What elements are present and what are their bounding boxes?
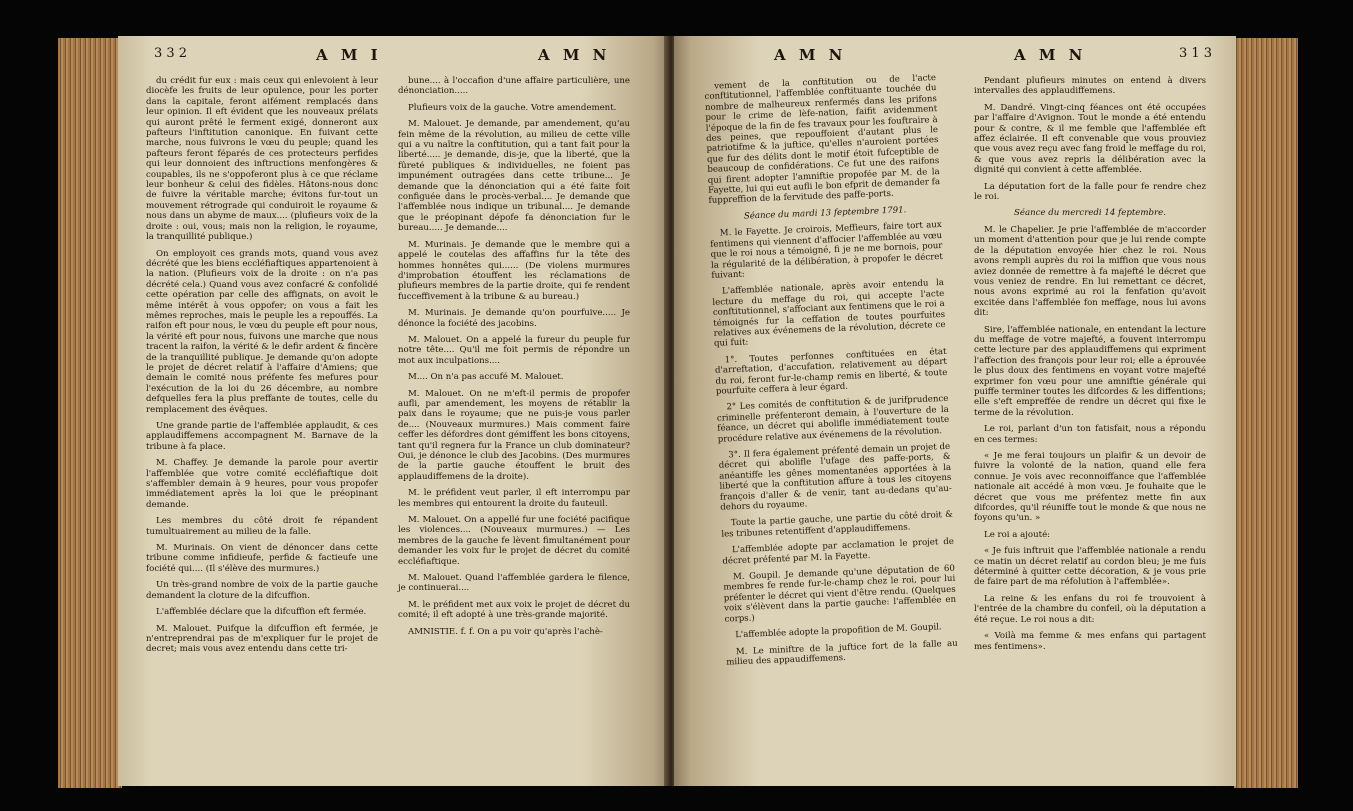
paragraph: Une grande partie de l'affemblée applaudit, & ces applaudiffemens accompagnent M. Barnave de la tribune à fa place. <box>146 421 378 452</box>
paragraph: M. Murinais. Je demande que le membre qui a appelé le coutelas des affaffins fur la tête des hommes honnêtes qui...... (De violens murmures d'improbation étouffent les réclamations de plufieurs membres de la partie droite, qui fe rendent fucceffivement à la tribune & au bureau.) <box>398 239 630 302</box>
left-page-column-1 <box>146 76 378 661</box>
running-head-right: A M N <box>1014 46 1087 64</box>
paragraph: M. Malouet. On a appellé fur une fociété pacifique les violences.... (Nouveaux murmures.) — Les membres de la gauche fe lèvent fimultanément pour demander les voix fur le projet de décret du comité eccléfiaftique. <box>398 515 630 567</box>
paragraph: Plufieurs voix de la gauche. Votre amendement. <box>408 102 617 113</box>
paragraph: M. Le miniftre de la juftice fort de la falle au milieu des appaudiffemens. <box>726 638 958 668</box>
paragraph: « Je fuis inftruit que l'affemblée nationale a rendu ce matin un décret relatif au cordon bleu; je me fuis déterminé à quitter cette décoration, & je vous prie de faire part de ma réfolution à l'affemblée». <box>974 546 1206 588</box>
open-book <box>58 14 1298 800</box>
paragraph: M.... On n'a pas accufé M. Malouet. <box>408 372 564 383</box>
running-head-right: A M N <box>538 46 611 64</box>
left-page-edges <box>58 38 122 788</box>
paragraph: Les membres du côté droit fe répandent tumultuairement au milieu de la falle. <box>146 516 378 537</box>
paragraph: Le roi a ajouté: <box>984 529 1051 540</box>
paragraph: On employoit ces grands mots, quand vous avez décrété que les biens eccléfiaftiques appartenoient à la nation. (Plufieurs voix de la droite : on n'a pas décrété cela.) Quand vous avez confacré & confolidé cette opération par celle des affignats, on avoit le même intérêt à vous oppofer; on vous a fait les mêmes reproches, mais le peuple les a repouffés. La raifon eft pour nous, le vœu du peuple eft pour nous, la vérité eft pour nous, fuivons une marche que nous tracent la raifon, la vérité & le defir ardent & fincère de la tranquillité publique. Je demande qu'on adopte le projet de décret relatif à l'affaire d'Amiens; que demain le comité nous préfente fes mefures pour l'exécution de la loi du 26 décembre, au nombre defquelles fera la plus preffante de toutes, celle du remplacement des évêques. <box>146 248 378 415</box>
paragraph: « Voilà ma femme & mes enfans qui partagent mes fentimens». <box>974 631 1206 652</box>
running-head-left: A M I <box>316 46 382 64</box>
paragraph: « Je me ferai toujours un plaifir & un devoir de fuivre la volonté de la nation, quand elle fera connue. Je vois avec reconnoiffance que l'affemblée nationale ait accédé à mon vœu. Je fouhaite que le décret que vous me préfentez mette fin aux difcordes, qu'il réuniffe tout le monde & que nous ne foyons qu'un. » <box>974 451 1206 524</box>
page-number: 3 3 2 <box>154 46 188 61</box>
paragraph: du crédit fur eux : mais ceux qui enlevoient à leur diocèfe les fruits de leur opulence, pour les porter dans la capitale, feront aifément remplacés dans leur opinion. Il eft évident que les nouveaux prélats qui auront prêté le ferment exigé, donneront aux pafteurs l'inftitution canonique. En fuivant cette marche, nous fuivrons le vœu du peuple; quand les pafteurs feront féparés de ces protecteurs perfides qui leur donnoient des inftructions menfongères & coupables, ils ne s'oppoferont plus à ce que réclame leur bonheur & celui des fidèles. Hâtons-nous donc de fuivre la véritable marche; évitons fur-tout un mouvement rétrograde qui conduiroit le royaume & nous dans un abyme de maux.... (plufieurs voix de la droite : oui, vous; mais non la religion, le royaume, la tranquillité publique.) <box>146 76 378 243</box>
paragraph: L'affemblée adopte par acclamation le projet de décret préfenté par M. la Fayette. <box>722 537 955 567</box>
paragraph: M. Malouet. On ne m'eft-il permis de propofer aufli, par amendement, les moyens de rétablir la paix dans le royaume; que ne puis-je vous parler de.... (Nouveaux murmures.) Mais comment faire ceffer les défordres dont gémiffent les bons citoyens, tant qu'il regnera fur la France un club dominateur? Oui, je dénonce le club des Jacobins. (Des murmures de la partie gauche étouffent le bruit des applaudiffemens de la droite). <box>398 388 630 482</box>
session-heading: Séance du mercredi 14 feptembre. <box>1014 208 1166 219</box>
running-head-left: A M N <box>774 46 847 64</box>
paragraph: M. Goupil. Je demande qu'une députation de 60 membres fe rende fur-le-champ chez le roi, pour lui préfenter le décret qui vient d'être rendu. (Quelques voix s'élèvent dans la partie gauche: l'affemblée en corps.) <box>723 563 957 625</box>
paragraph: La reine & les enfans du roi fe trouvoient à l'entrée de la chambre du confeil, où la députation a été reçue. Le roi nous a dit: <box>974 593 1206 625</box>
paragraph: bune.... à l'occafion d'une affaire particulière, une dénonciation..... <box>398 76 630 97</box>
paragraph: M. le Chapelier. Je prie l'affemblée de m'accorder un moment d'attention pour que je lui rende compte de la députation envoyée hier chez le roi. Nous avons rempli auprès du roi la miffion que vous nous aviez donnée de remettre à fa majefté le décret que vous veniez de rendre. En lui remettant ce décret, nous avons exprimé au roi la fenfation qu'avoit excitée dans l'affemblée fon meffage, nous lui avons dit: <box>974 224 1206 319</box>
left-page-column-2 <box>398 76 630 643</box>
page-number: 3 1 3 <box>1179 46 1213 61</box>
paragraph: vement de la conftitution ou de l'acte conftitutionnel, l'affemblée conftituante touchée du nombre de malheureux renfermés dans les prifons pour le crime de lèfe-nation, faifit avidemment l'époque de la fin de fes travaux pour les fouftraire à des peines, que repouffoient d'autant plus le patriotifme & la juftice, qu'elles n'auroient portées que fur des délits dont le motif étoit fufceptible de beaucoup de confidérations. Ce fut une des raifons qui firent adopter l'amniftie propofée par M. de la Fayette, lui qui eut aufli le bon efprit de demander fa fuppreffion de la fervitude des paffe-ports. <box>704 73 941 207</box>
paragraph: M. Malouet. Je demande, par amendement, qu'au fein même de la révolution, au milieu de cette ville qui a vu naître la conftitution, qui a tant fait pour la liberté..... je demande, dis-je, que la liberté, que la fûreté publiques & individuelles, ne foient pas impunément outragées dans cette tribune... Je demande que la dénonciation qui a été faite foit configuée dans le procès-verbal.... Je demande que l'affemblée nous indique un tribunal.... Je demande que le préopinant dépofe fa dénonciation fur le bureau..... Je demande.... <box>398 119 630 234</box>
paragraph: 3°. Il fera également préfenté demain un projet de décret qui abolifle l'ufage des paffe-ports, & anéantiffe les gênes momentanées apportées à la liberté que la conftitution affure à tous les citoyens françois d'aller & de venir, tant au-dedans qu'au-dehors du royaume. <box>718 441 952 513</box>
paragraph: M. Chaffey. Je demande la parole pour avertir l'affemblée que votre comité eccléfiaftique doit s'affembler demain à 9 heures, pour vous propofer immédiatement après la loi que le préopinant demande. <box>146 458 378 510</box>
paragraph: M. Malouet. Puifque la difcuffion eft fermée, je n'entreprendrai pas de m'expliquer fur le projet de decret; mais vous avez entendu dans cette tri- <box>146 623 378 655</box>
session-heading: Séance du mardi 13 feptembre 1791. <box>743 205 907 222</box>
paragraph: 2° Les comités de conftitution & de jurifprudence criminelle préfenteront demain, à l'ouverture de la féance, un décret qui abolifle immédiatement toute procédure relative aux événemens de la révolution. <box>716 394 950 445</box>
right-page-edges <box>1234 38 1298 788</box>
paragraph: M. Murinais. On vient de dénoncer dans cette tribune comme infidieufe, perfide & factieufe une fociété qui.... (Il s'élève des murmures.) <box>146 543 378 574</box>
paragraph: 1°. Toutes perfonnes conftituées en état d'arreftation, d'accufation, relativement au départ du roi, feront fur-le-champ remis en liberté, & toute pourfuite ceffera à leur égard. <box>714 346 948 397</box>
left-page <box>118 36 670 786</box>
paragraph: L'affemblée nationale, après avoir entendu la lecture du meffage du roi, qui accepte l'acte conftitutionnel, s'affociant aux fentimens que le roi a témoignés fur la ceffation de toutes pourfuites relatives aux événemens de la révolution, décrete ce qui fuit: <box>712 278 946 350</box>
paragraph: M. Malouet. Quand l'affemblée gardera le filence, je continuerai.... <box>398 573 630 594</box>
paragraph: M. Murinais. Je demande qu'on pourfuive..... Je dénonce la fociété des jacobins. <box>398 308 630 329</box>
paragraph: Toute la partie gauche, une partie du côté droit & les tribunes retentiffent d'applaudiffemens. <box>721 510 954 540</box>
paragraph: Sire, l'affemblée nationale, en entendant la lecture du meffage de votre majefté, a fouvent interrompu cette lecture par des applaudiffemens qui expriment l'affection des françois pour leur roi; elle a éprouvée le plus doux des fentimens en voyant votre majefté exprimer fon vœu pour une amniftie générale qui puiffe terminer toutes les difcordes & les diffentions; elle s'eft empreffée de rendre un décret qui fixe le terme de la révolution. <box>974 324 1206 418</box>
paragraph: M. le préfident met aux voix le projet de décret du comité; il eft adopté à une très-grande majorité. <box>398 599 630 621</box>
paragraph: M. le préfident veut parler, il eft interrompu par les membres qui entourent la droite du fauteuil. <box>398 488 630 509</box>
right-page-column-2 <box>974 76 1206 658</box>
right-page <box>674 36 1236 786</box>
paragraph: L'affemblée adopte la propofition de M. Goupil. <box>735 622 942 641</box>
paragraph: Un très-grand nombre de voix de la partie gauche demandent la cloture de la difcuffion. <box>146 580 378 601</box>
paragraph: Pendant plufieurs minutes on entend à divers intervalles des applaudiffemens. <box>974 76 1206 97</box>
paragraph: AMNISTIE. f. f. On a pu voir qu'après l'achè- <box>408 626 603 637</box>
right-page-column-1 <box>704 73 959 674</box>
paragraph: L'affemblée déclare que la difcuffion eft fermée. <box>156 607 367 618</box>
paragraph: M. Malouet. On a appelé la fureur du peuple fur notre tête.... Qu'il me foit permis de répondre un mot aux inculpations.... <box>398 334 630 366</box>
paragraph: La députation fort de la falle pour fe rendre chez le roi. <box>974 181 1206 203</box>
paragraph: M. Dandré. Vingt-cinq féances ont été occupées par l'affaire d'Avignon. Tout le monde a été entendu pour & contre, & il me femble que l'affemblée eft affez éclairée. Il eft convenable que vous prouviez que vous avez reçu avec fang froid le meffage du roi, & que vous avez repris la délibération avec la dignité qui convient à cette affemblée. <box>974 102 1206 176</box>
paragraph: M. le Fayette. Je croirois, Meffieurs, faire tort aux fentimens qui viennent d'affocier l'affemblée au vœu que le roi nous a témoigné, fi je ne me bornois, pour la régularité de la délibération, à propofer le décret fuivant: <box>710 220 944 281</box>
paragraph: Le roi, parlant d'un ton fatisfait, nous a répondu en ces termes: <box>974 424 1206 445</box>
